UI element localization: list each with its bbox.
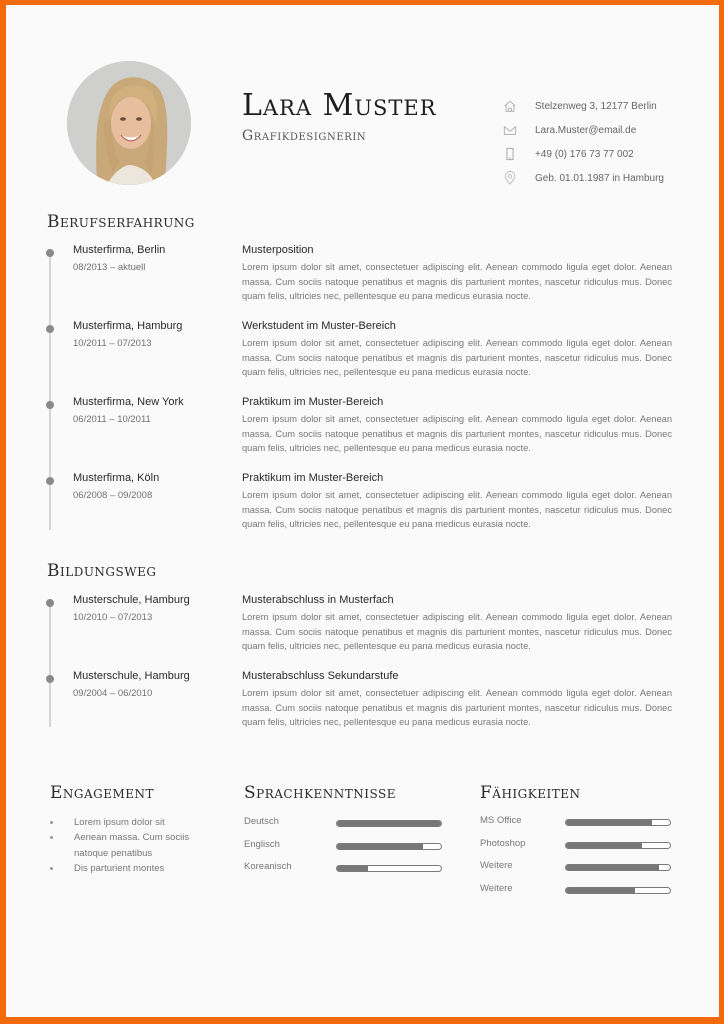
language-row	[244, 816, 446, 832]
skill-level-fill	[566, 888, 635, 893]
profile-photo	[67, 61, 191, 185]
entry-position: Musterposition	[242, 244, 314, 256]
skill-label: MS Office	[480, 815, 522, 826]
skill-row	[480, 883, 675, 899]
skill-label: Photoshop	[480, 837, 526, 849]
skill-level-fill	[566, 865, 659, 870]
entry-org: Musterschule, Hamburg	[73, 594, 190, 606]
timeline-dot	[46, 249, 54, 257]
skills-heading: Fähigkeiten	[480, 783, 581, 803]
contact-address	[502, 94, 664, 118]
skill-label: Weitere	[480, 882, 513, 894]
job-title: Grafikdesignerin	[242, 128, 367, 144]
entry-date: 06/2011 – 10/2011	[73, 414, 151, 425]
address-text: Stelzenweg 3, 12177 Berlin	[535, 100, 657, 112]
timeline-dot	[46, 401, 54, 409]
skill-row	[480, 815, 675, 831]
location-pin-icon	[502, 170, 518, 186]
entry-position: Musterabschluss Sekundarstufe	[242, 670, 399, 682]
entry-position: Musterabschluss in Musterfach	[242, 594, 394, 606]
birth-text: Geb. 01.01.1987 in Hamburg	[535, 172, 664, 184]
language-level-fill	[337, 821, 441, 826]
mail-icon	[502, 122, 518, 138]
email-link[interactable]: Lara.Muster@email.de	[535, 124, 637, 136]
entry-description: Lorem ipsum dolor sit amet, consectetuer adipiscing elit. Aenean commodo ligula eget dolor. Aenean massa. Cum sociis natoque penatibus et magnis dis parturient montes, nascetur ridiculus mus. Donec quam felis, ultricies nec, pellentesque eu pana medicus eurasia nocte.	[242, 414, 672, 454]
engagement-item-text: Aenean massa. Cum sociis natoque penatibus	[74, 832, 190, 859]
engagement-item	[50, 861, 220, 876]
engagement-item	[50, 815, 220, 830]
entry-date: 08/2013 – aktuell	[73, 262, 146, 273]
education-heading: Bildungsweg	[47, 561, 157, 581]
timeline-dot	[46, 325, 54, 333]
skill-level-bar	[565, 887, 671, 894]
entry-org: Musterfirma, Köln	[73, 472, 160, 484]
contact-list	[502, 94, 664, 190]
experience-timeline	[49, 249, 51, 530]
skill-level-bar	[565, 842, 671, 849]
entry-date: 09/2004 – 06/2010	[73, 688, 153, 699]
home-icon	[502, 98, 518, 114]
phone-text: +49 (0) 176 73 77 002	[535, 148, 634, 160]
skill-level-fill	[566, 843, 642, 848]
entry-org: Musterschule, Hamburg	[73, 670, 190, 682]
skill-level-fill	[566, 820, 652, 825]
engagement-item-text: Lorem ipsum dolor sit	[74, 817, 165, 828]
language-label: Deutsch	[244, 816, 279, 827]
entry-description: Lorem ipsum dolor sit amet, consectetuer adipiscing elit. Aenean commodo ligula eget dolor. Aenean massa. Cum sociis natoque penatibus et magnis dis parturient montes, nascetur ridiculus mus. Donec quam felis, ultricies nec, pellentesque eu pana medicus eurasia nocte.	[242, 688, 672, 728]
languages-heading: Sprachkenntnisse	[244, 783, 397, 803]
entry-org: Musterfirma, New York	[73, 396, 184, 408]
contact-phone	[502, 142, 664, 166]
language-level-bar	[336, 865, 442, 872]
entry-description: Lorem ipsum dolor sit amet, consectetuer adipiscing elit. Aenean commodo ligula eget dolor. Aenean massa. Cum sociis natoque penatibus et magnis dis parturient montes, nascetur ridiculus mus. Donec quam felis, ultricies nec, pellentesque eu pana medicus eurasia nocte.	[242, 612, 672, 652]
bullet-icon	[50, 821, 53, 824]
entry-date: 10/2010 – 07/2013	[73, 612, 153, 623]
language-label: Koreanisch	[244, 861, 292, 872]
language-row	[244, 839, 446, 855]
contact-birth	[502, 166, 664, 190]
skill-level-bar	[565, 819, 671, 826]
language-row	[244, 861, 446, 877]
entry-description: Lorem ipsum dolor sit amet, consectetuer adipiscing elit. Aenean commodo ligula eget dolor. Aenean massa. Cum sociis natoque penatibus et magnis dis parturient montes, nascetur ridiculus mus. Donec quam felis, ultricies nec, pellentesque eu pana medicus eurasia nocte.	[242, 490, 672, 530]
timeline-dot	[46, 477, 54, 485]
entry-org: Musterfirma, Hamburg	[73, 320, 183, 332]
language-level-bar	[336, 843, 442, 850]
experience-heading: Berufserfahrung	[47, 212, 195, 232]
entry-date: 10/2011 – 07/2013	[73, 338, 152, 349]
bullet-icon	[50, 867, 53, 870]
entry-date: 06/2008 – 09/2008	[73, 490, 153, 501]
entry-description: Lorem ipsum dolor sit amet, consectetuer adipiscing elit. Aenean commodo ligula eget dolor. Aenean massa. Cum sociis natoque penatibus et magnis dis parturient montes, nascetur ridiculus mus. Donec quam felis, ultricies nec, pellentesque eu pana medicus eurasia nocte.	[242, 262, 672, 302]
skill-label: Weitere	[480, 860, 513, 871]
contact-email	[502, 118, 664, 142]
engagement-item-text: Dis parturient montes	[74, 862, 165, 874]
language-level-fill	[337, 866, 368, 871]
entry-position: Praktikum im Muster-Bereich	[242, 472, 384, 484]
entry-position: Praktikum im Muster-Bereich	[242, 396, 384, 408]
engagement-list	[50, 815, 220, 876]
entry-position: Werkstudent im Muster-Bereich	[242, 320, 396, 332]
engagement-heading: Engagement	[50, 783, 155, 803]
entry-org: Musterfirma, Berlin	[73, 244, 166, 256]
education-timeline	[49, 599, 51, 727]
full-name: Lara Muster	[242, 88, 437, 123]
entry-description: Lorem ipsum dolor sit amet, consectetuer adipiscing elit. Aenean commodo ligula eget dolor. Aenean massa. Cum sociis natoque penatibus et magnis dis parturient montes, nascetur ridiculus mus. Donec quam felis, ultricies nec, pellentesque eu pana medicus eurasia nocte.	[242, 338, 672, 378]
language-level-fill	[337, 844, 423, 849]
timeline-dot	[46, 599, 54, 607]
bullet-icon	[50, 836, 53, 839]
language-label: Englisch	[244, 838, 280, 850]
skill-level-bar	[565, 864, 671, 871]
engagement-item	[50, 830, 220, 861]
skill-row	[480, 838, 675, 854]
skill-row	[480, 860, 675, 876]
language-level-bar	[336, 820, 442, 827]
timeline-dot	[46, 675, 54, 683]
phone-icon	[502, 146, 518, 162]
